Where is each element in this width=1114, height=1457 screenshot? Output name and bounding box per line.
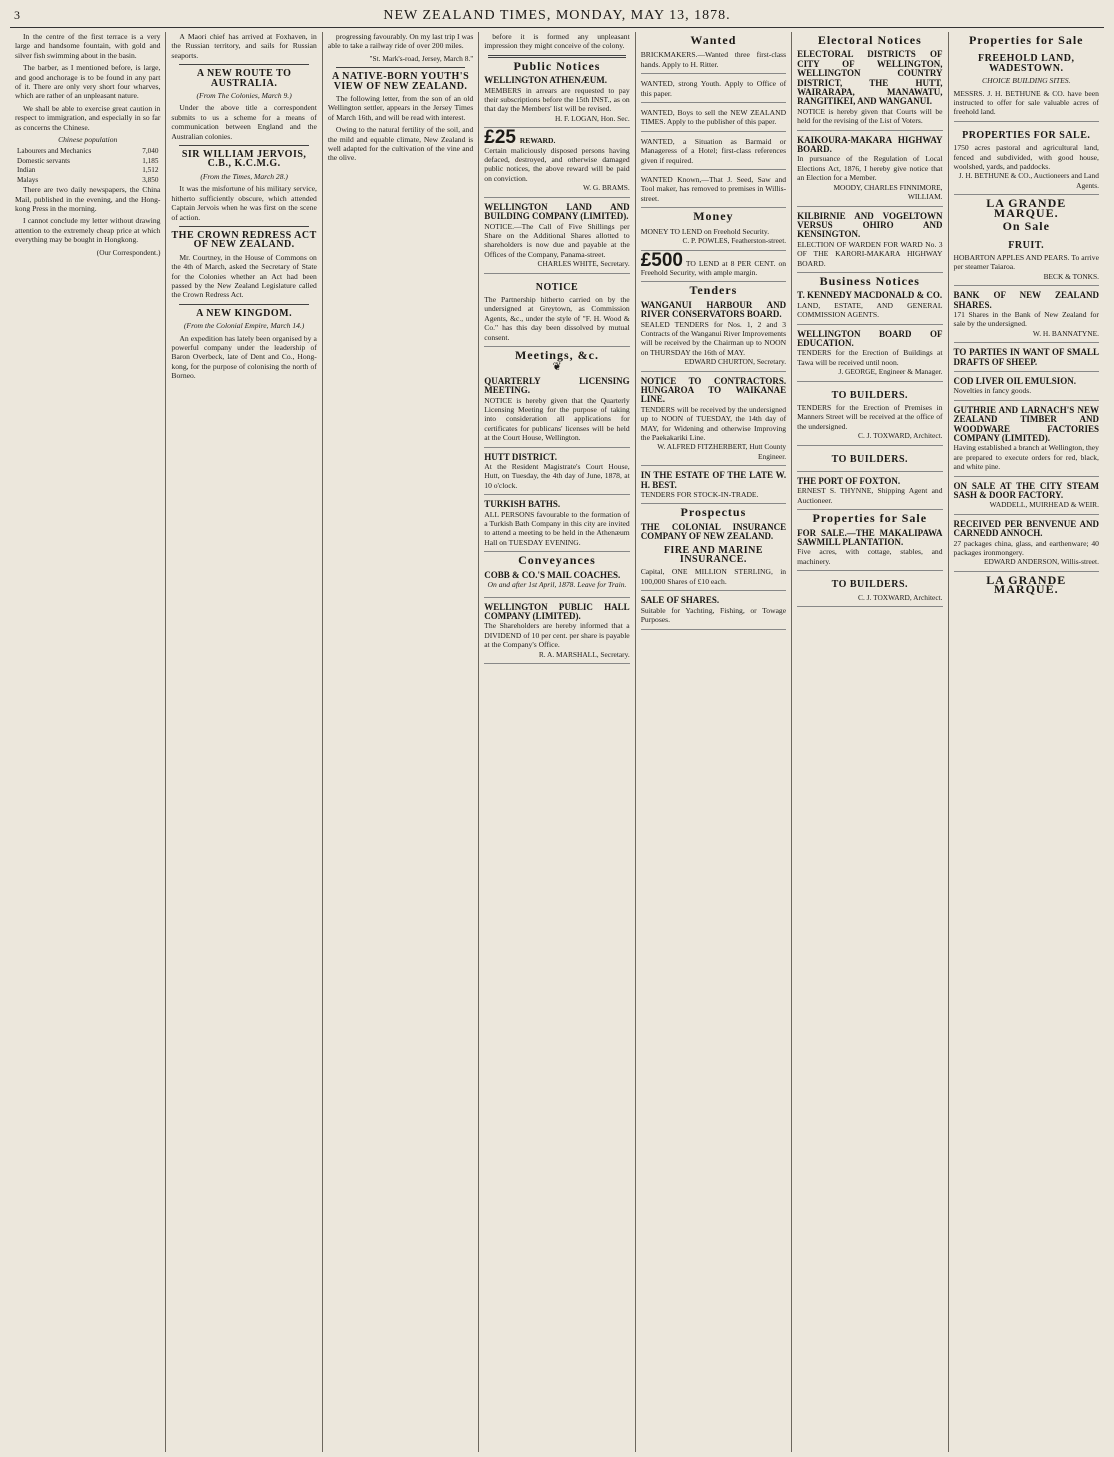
advertisement (954, 480, 1099, 515)
ad-title: THE PORT OF FOXTON. (797, 476, 901, 487)
advertisement (641, 469, 786, 504)
ad-body: In pursuance of the Regulation of Local Elections Act, 1876, I hereby give notice that an Election for a Member. (797, 154, 943, 183)
ad-signature: BECK & TONKS. (1043, 271, 1099, 281)
advertisement (954, 375, 1099, 401)
advertisement: WANTED, Boys to sell the NEW ZEALAND TIMES. Apply to the publisher of this paper. (641, 106, 786, 132)
ad-body: Suitable for Yachting, Fishing, or Towage Purposes. (640, 605, 787, 625)
advertisement (484, 498, 629, 552)
advertisement (484, 277, 629, 347)
ad-title: QUARTERLY LICENSING MEETING. (484, 375, 630, 396)
ad-body: ERNEST S. THYNNE, Shipping Agent and Auctioneer. (797, 486, 943, 505)
advertisement: WANTED, strong Youth. Apply to Office of this paper. (641, 77, 786, 103)
advertisement (641, 299, 786, 372)
advertisement (641, 521, 786, 591)
article-source: (From the Colonial Empire, March 14.) (183, 321, 305, 331)
advertisement (954, 235, 1099, 287)
paragraph: progressing favourably. On my last trip I was able to take a railway ride of over 200 miles. (327, 32, 474, 51)
ad-title: NOTICE TO CONTRACTORS. HUNGAROA TO WAIKANAE LINE. (640, 375, 787, 405)
ad-body: 1750 acres pastoral and agricultural land, fenced and subdivided, with good house, woolshed, yards, and paddocks. (953, 143, 1099, 172)
column-1 (10, 32, 165, 1452)
paragraph: The following letter, from the son of an old Wellington settler, appears in the Jersey Times of March 16th, and will be read with interest. (327, 94, 474, 122)
ad-signature: R. A. MARSHALL, Secretary. (538, 649, 630, 659)
ad-body: NOTICE is hereby given that the Quarterly Licensing Meeting for the purpose of taking into consideration all applications for certificates for publicans' licenses will be held at the Court House, Wellington. (484, 395, 630, 443)
advertisement (641, 225, 786, 251)
section-heading: Business Notices (819, 273, 920, 288)
ad-subtitle: FIRE AND MARINE INSURANCE. (663, 544, 763, 566)
ad-title: COD LIVER OIL EMULSION. (953, 375, 1077, 386)
paragraph: There are two daily newspapers, the China Mail, published in the evening, and the Hong-kong Press in the morning. (15, 185, 161, 213)
ad-signature: H. F. LOGAN, Hon. Sec. (554, 113, 630, 123)
advertisement (954, 289, 1099, 343)
ad-body: Five acres, with cottage, stables, and machinery. (797, 547, 943, 566)
ad-body: LAND, ESTATE, AND GENERAL COMMISSION AGENTS. (797, 300, 943, 320)
advertisement (954, 518, 1099, 572)
ad-title: FREEHOLD LAND, WADESTOWN. (978, 53, 1075, 74)
page-number: 3 (14, 8, 20, 22)
advertisement (797, 134, 942, 207)
advertisement (797, 328, 942, 382)
ad-signature: J. GEORGE, Engineer & Manager. (838, 367, 943, 377)
ad-body: At the Resident Magistrate's Court House, Hutt, on Tuesday, the 4th day of June, 1878, at 10 o'clock. (484, 462, 630, 490)
ad-body: The Partnership hitherto carried on by the undersigned at Greytown, as Commission Agents, &c., under the style of "F. H. Wood & Co." has this day been dissolved by mutual consent. (484, 294, 630, 342)
ad-body: ALL PERSONS favourable to the formation of a Turkish Bath Company in this city are invited to attend a meeting to be held in the Athenæum Hall on TUESDAY EVENING. (484, 509, 630, 547)
article-heading: THE CROWN REDRESS ACT OF NEW ZEALAND. (171, 229, 317, 251)
ad-title: TO PARTIES IN WANT OF SMALL DRAFTS OF SHEEP. (953, 347, 1099, 367)
divider (179, 226, 308, 227)
ad-body: NOTICE is hereby given that Courts will be held for the revising of the List of Voters. (797, 106, 943, 126)
section-heading: Prospectus (680, 505, 747, 520)
ad-signature: C. P. POWLES, Featherston-street. (682, 236, 787, 246)
divider (179, 145, 308, 146)
ad-title: IN THE ESTATE OF THE LATE W. H. BEST. (640, 470, 787, 490)
ad-signature: WADDELL, MUIRHEAD & WEIR. (989, 500, 1099, 510)
ad-title: PROPERTIES FOR SALE. (962, 129, 1091, 141)
section-heading: On Sale (1002, 219, 1050, 234)
section-heading: Money (693, 209, 734, 224)
signature: "St. Mark's-road, Jersey, March 8." (369, 53, 474, 63)
advertisement (954, 404, 1099, 477)
divider (179, 64, 308, 65)
section-heading: Properties for Sale (812, 511, 928, 526)
column-2 (165, 32, 321, 1452)
ad-title: TURKISH BATHS. (484, 499, 561, 510)
ad-subtitle: On and after 1st April, 1878. Leave for Train. (487, 580, 627, 590)
ad-banner: LA GRANDE MARQUE. (986, 572, 1067, 597)
ad-body: TO LEND at 8 PER CENT. on Freehold Security, with ample margin. (640, 258, 787, 277)
advertisement (484, 451, 629, 496)
column-4 (478, 32, 634, 1452)
ad-body: The Shareholders are hereby informed that a DIVIDEND of 10 per cent. per share is payable at the Company's Office. (484, 621, 630, 650)
table-row: Labourers and Mechanics 7,040 (17, 147, 159, 156)
advertisement (797, 48, 942, 130)
ad-signature: C. J. TOXWARD, Architect. (858, 592, 943, 602)
ad-signature: EDWARD ANDERSON, Willis-street. (984, 557, 1099, 567)
ad-title: WELLINGTON LAND AND BUILDING COMPANY (LIMITED). (484, 201, 630, 222)
paragraph: Mr. Courtney, in the House of Commons on the 4th of March, asked the Secretary of State for the Colonies whether an Act had been passed by the New Zealand Legislature called the Crown Redress Act. (171, 252, 317, 300)
ad-title: FOR SALE.—THE MAKALIPAWA SAWMILL PLANTATION. (797, 527, 943, 548)
ad-body: MESSRS. J. H. BETHUNE & CO. have been instructed to offer for sale valuable acres of freehold land. (953, 88, 1099, 117)
ad-subtitle: CHOICE BUILDING SITES. (982, 76, 1071, 86)
ad-body: Having established a branch at Wellington, they are prepared to execute orders for red, black, and white pine. (953, 443, 1099, 472)
article-source: (From the Times, March 28.) (200, 171, 288, 181)
ad-body: MONEY TO LEND on Freehold Security. (640, 226, 770, 236)
advertisement (484, 127, 630, 197)
ad-signature: CHARLES WHITE, Secretary. (537, 259, 630, 269)
table-row: Domestic servants 1,185 (17, 156, 159, 165)
ad-title: NOTICE (535, 281, 579, 293)
paragraph: An expedition has lately been organised by a powerful company under the leadership of Baron Overbeck, late of Dent and Co., Hong-kong, for the purpose of colonising the north of Borneo. (171, 333, 317, 381)
population-table (15, 147, 160, 185)
column-6 (791, 32, 947, 1452)
ad-title: WELLINGTON ATHENÆUM. (484, 75, 607, 86)
article-heading: A NATIVE-BORN YOUTH'S VIEW OF NEW ZEALAND. (331, 71, 470, 92)
advertisement (797, 449, 942, 472)
advertisement (640, 249, 787, 283)
advertisement (797, 210, 942, 273)
advertisement: WANTED Known,—That J. Seed, Saw and Tool maker, has removed to premises in Willis-street. (641, 173, 786, 208)
ad-title: WELLINGTON BOARD OF EDUCATION. (797, 328, 943, 348)
ad-title: WELLINGTON PUBLIC HALL COMPANY (LIMITED). (484, 601, 630, 621)
ad-title: GUTHRIE AND LARNACH'S NEW ZEALAND TIMBER AND WOODWARE FACTORIES COMPANY (LIMITED). (953, 404, 1099, 443)
section-heading: Electoral Notices (817, 33, 922, 47)
section-heading: Properties for Sale (968, 33, 1084, 47)
column-7 (948, 32, 1104, 1452)
table-row: Malays 3,850 (17, 175, 159, 184)
reward-amount: £25 (484, 127, 516, 149)
ad-title: TO BUILDERS. (831, 579, 909, 591)
ad-body: Certain maliciously disposed persons having defaced, destroyed, and otherwise damaged public notices, the above reward will be paid on conviction. (484, 145, 630, 183)
paragraph: Under the above title a correspondent submits to us a scheme for a means of communication between England and the Australian colonies. (171, 103, 317, 141)
reward-label: REWARD. (519, 136, 556, 146)
ad-body: 27 packages china, glass, and earthenware; 40 packages ironmongery. (953, 538, 1099, 558)
ad-title: T. KENNEDY MACDONALD & CO. (797, 290, 943, 301)
table-row: Indian 1,512 (17, 166, 159, 175)
ad-body: ELECTION OF WARDEN FOR WARD No. 3 OF THE KARORI-MAKARA HIGHWAY BOARD. (797, 239, 943, 268)
paragraph: before it is formed any unpleasant impression they might conceive of the colony. (484, 32, 630, 51)
ad-signature: W. G. BRAMS. (582, 183, 630, 193)
article-heading: A NEW KINGDOM. (196, 307, 293, 319)
divider (179, 304, 308, 305)
section-heading: Meetings, &c. (514, 347, 599, 362)
advertisement (797, 574, 942, 607)
ad-body: Capital, ONE MILLION STERLING, in 100,000 Shares of £10 each. (640, 567, 787, 586)
article-heading: A NEW ROUTE TO AUSTRALIA. (196, 68, 292, 89)
paragraph: The barber, as I mentioned before, is large, and good anchorage is to be found in any part of it. There are only very short four wharves, which are rather of an unpleasant nature. (15, 63, 161, 101)
ad-signature: J. H. BETHUNE & CO., Auctioneers and Land Agents. (958, 171, 1099, 190)
ad-title: COBB & CO.'S MAIL COACHES. (484, 569, 621, 580)
paragraph: A Maori chief has arrived at Foxhaven, in the Russian territory, and sails for Russian seaports. (171, 32, 317, 60)
ad-title: BANK OF NEW ZEALAND SHARES. (953, 290, 1099, 310)
ad-title: KAIKOURA-MAKARA HIGHWAY BOARD. (797, 134, 943, 155)
ad-body: MEMBERS in arrears are requested to pay their subscriptions before the 15th INST., as on that day the Members' list will be revised. (484, 85, 630, 114)
advertisement (797, 289, 942, 324)
table-label: Chinese population (58, 135, 118, 145)
paragraph: I cannot conclude my letter without drawing attention to the extremely cheap price at which everything may be bought in Hongkong. (15, 216, 161, 245)
article-source: (From The Colonies, March 9.) (196, 91, 292, 101)
advertisement (484, 569, 629, 598)
paragraph: We shall be able to exercise great caution in respect to immigration, and especially in so far as concerns the Chinese. (15, 103, 161, 132)
ad-title: FRUIT. (1008, 239, 1045, 251)
ad-title: WANGANUI HARBOUR AND RIVER CONSERVATORS BOARD. (640, 299, 787, 320)
advertisement (797, 527, 942, 572)
advertisement (484, 601, 629, 664)
section-heading: Conveyances (518, 553, 596, 568)
advertisement (954, 48, 1099, 121)
ad-body: TENDERS FOR STOCK-IN-TRADE. (640, 490, 759, 500)
ad-signature: C. J. TOXWARD, Architect. (858, 431, 943, 441)
section-heading: Tenders (689, 283, 738, 298)
ad-title: THE COLONIAL INSURANCE COMPANY OF NEW ZEALAND. (640, 521, 787, 542)
advertisement (797, 475, 942, 510)
section-heading: Public Notices (513, 58, 601, 73)
ad-title: TO BUILDERS. (831, 453, 909, 465)
ad-signature: W. H. BANNATYNE. (1032, 328, 1099, 338)
paragraph: It was the misfortune of his military service, hitherto sufficiently obscure, which attended Captain Jervois when he was first on the scene of action. (171, 184, 317, 222)
article-heading: SIR WILLIAM JERVOIS, C.B., K.C.M.G. (181, 149, 307, 170)
advertisement (954, 346, 1099, 372)
ad-body: SEALED TENDERS for Nos. 1, 2 and 3 Contracts of the Wanganui River Improvements will be received by the Chairman up to NOON on THURSDAY the 16th of MAY. (640, 319, 787, 357)
ad-title: TO BUILDERS. (831, 389, 909, 401)
advertisement: WANTED, a Situation as Barmaid or Manageress of a Hotel; first-class references given if required. (641, 135, 786, 170)
ad-title: ON SALE AT THE CITY STEAM SASH & DOOR FACTORY. (953, 480, 1099, 501)
divider (336, 67, 465, 68)
column-5 (635, 32, 791, 1452)
signature: (Our Correspondent.) (96, 247, 161, 257)
ad-body: TENDERS for the Erection of Premises in Manners Street will be received at the office of the undersigned. (797, 403, 943, 431)
loan-amount: £500 (640, 249, 683, 271)
ad-body: TENDERS will be received by the undersigned up to NOON of TUESDAY, the 14th day of MAY, for Widening and otherwise Improving the Paekakariki Line. (640, 404, 787, 442)
ad-body: TENDERS for the Erection of Buildings at Tawa will be received until noon. (797, 348, 943, 367)
ad-signature: MOODY, CHARLES FINNIMORE, WILLIAM. (833, 182, 943, 202)
ad-title: KILBIRNIE AND VOGELTOWN VERSUS OHIRO AND KENSINGTON. (797, 210, 943, 240)
ad-title: RECEIVED PER BENVENUE AND CARNEDD ANNOCH. (953, 518, 1099, 539)
ad-title: HUTT DISTRICT. (484, 451, 557, 462)
ad-signature: W. ALFRED FITZHERBERT, Hutt County Engineer. (657, 442, 787, 461)
ad-body: 171 Shares in the Bank of New Zealand for sale by the undersigned. (953, 309, 1099, 329)
masthead (10, 8, 1104, 28)
page-title: NEW ZEALAND TIMES, MONDAY, MAY 13, 1878. (383, 8, 731, 23)
paragraph: Owing to the natural fertility of the soil, and the mild and equable climate, New Zealand is well adapted for the cultivation of the vine and the olive. (327, 125, 474, 163)
ad-title: ELECTORAL DISTRICTS OF CITY OF WELLINGTON, WELLINGTON COUNTRY DISTRICT, THE HUTT, WAIRARAPA, MANAWATU, RANGITIKEI, AND WANGANUI. (797, 49, 943, 107)
advertisement (484, 74, 629, 128)
ad-signature: EDWARD CHURTON, Secretary. (684, 357, 787, 367)
section-heading: Wanted (690, 33, 737, 47)
advertisement (484, 201, 629, 274)
advertisement: BRICKMAKERS.—Wanted three first-class hands. Apply to H. Ritter. (641, 48, 786, 74)
divider (488, 55, 625, 58)
ad-body: HOBARTON APPLES AND PEARS. To arrive per steamer Taiaroa. (953, 252, 1099, 272)
ad-body: Novelties in fancy goods. (953, 386, 1032, 396)
advertisement (484, 375, 629, 448)
columns (10, 32, 1104, 1452)
column-3 (322, 32, 478, 1452)
advertisement (797, 385, 942, 446)
ad-banner: LA GRANDE MARQUE. (986, 196, 1067, 220)
ad-body: NOTICE.—The Call of Five Shillings per Share on the Additional Shares allotted to shareholders is now due and payable at the Offices of the Company, Panama-street. (484, 221, 630, 259)
advertisement (641, 594, 786, 629)
advertisement (954, 125, 1099, 195)
advertisement (641, 375, 786, 467)
ad-title: SALE OF SHARES. (640, 595, 720, 606)
crest-icon: ❦ (552, 361, 562, 374)
paragraph: In the centre of the first terrace is a very large and handsome fountain, with gold and silver fish swimming about in the basin. (15, 32, 161, 60)
